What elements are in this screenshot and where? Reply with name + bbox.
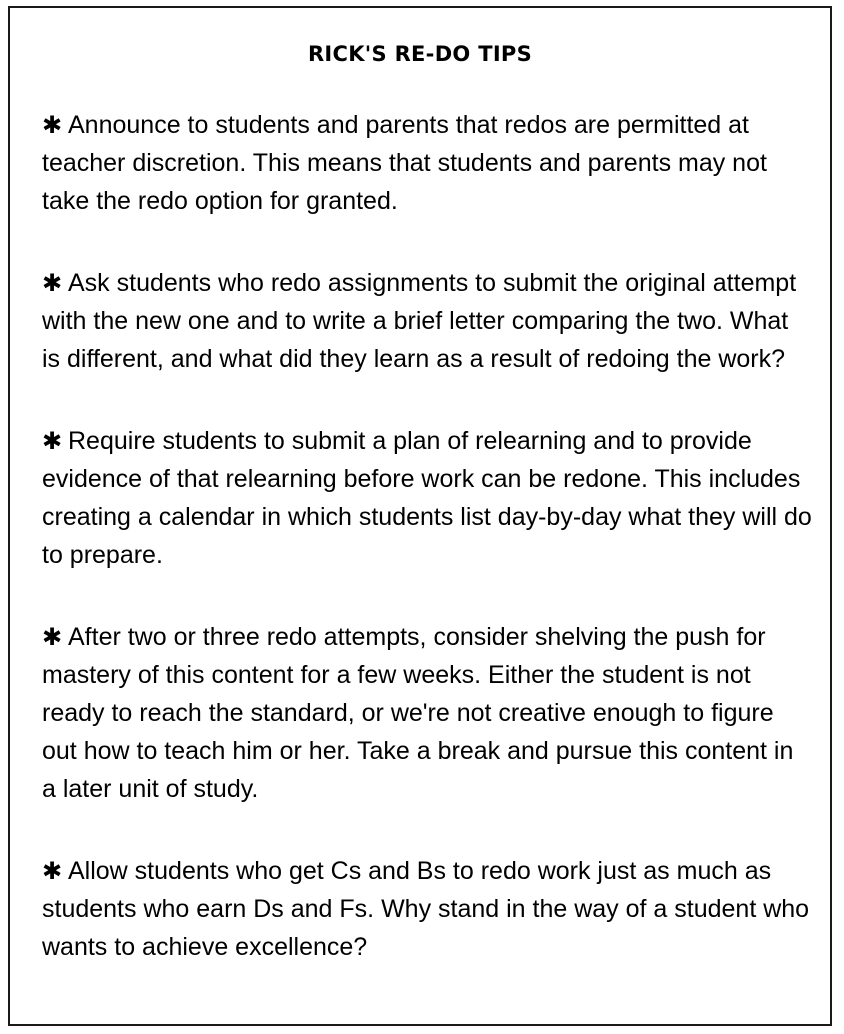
asterisk-bullet-icon: ✱: [42, 623, 63, 651]
tip-item: [42, 852, 812, 966]
box-title: RICK'S RE-DO TIPS: [307, 42, 533, 66]
tip-text: Allow students who get Cs and Bs to redo work just as much as students who earn Ds and Fs. Why stand in the way of a student who wants to achieve excellence?: [42, 857, 810, 961]
asterisk-bullet-icon: ✱: [42, 111, 63, 139]
tip-item: [42, 422, 812, 574]
tip-item: [42, 106, 812, 220]
tip-text: Require students to submit a plan of relearning and to provide evidence of that relearning before work can be redone. This includes creating a calendar in which students list day-by-day what they will do to prepare.: [42, 427, 812, 569]
tip-item: [42, 264, 812, 378]
asterisk-bullet-icon: ✱: [42, 857, 63, 885]
tips-list: [42, 106, 812, 1010]
tip-item: [42, 618, 812, 808]
asterisk-bullet-icon: ✱: [42, 269, 63, 297]
tip-text: Ask students who redo assignments to submit the original attempt with the new one and to write a brief letter comparing the two. What is different, and what did they learn as a result of redoing the work?: [42, 269, 797, 373]
tips-box: [8, 6, 832, 1026]
tip-text: Announce to students and parents that redos are permitted at teacher discretion. This means that students and parents may not take the redo option for granted.: [42, 111, 767, 215]
asterisk-bullet-icon: ✱: [42, 427, 63, 455]
tip-text: After two or three redo attempts, consider shelving the push for mastery of this content for a few weeks. Either the student is not ready to reach the standard, or we're not creative enough to figure out how to teach him or her. Take a break and pursue this content in a later unit of study.: [42, 623, 794, 803]
